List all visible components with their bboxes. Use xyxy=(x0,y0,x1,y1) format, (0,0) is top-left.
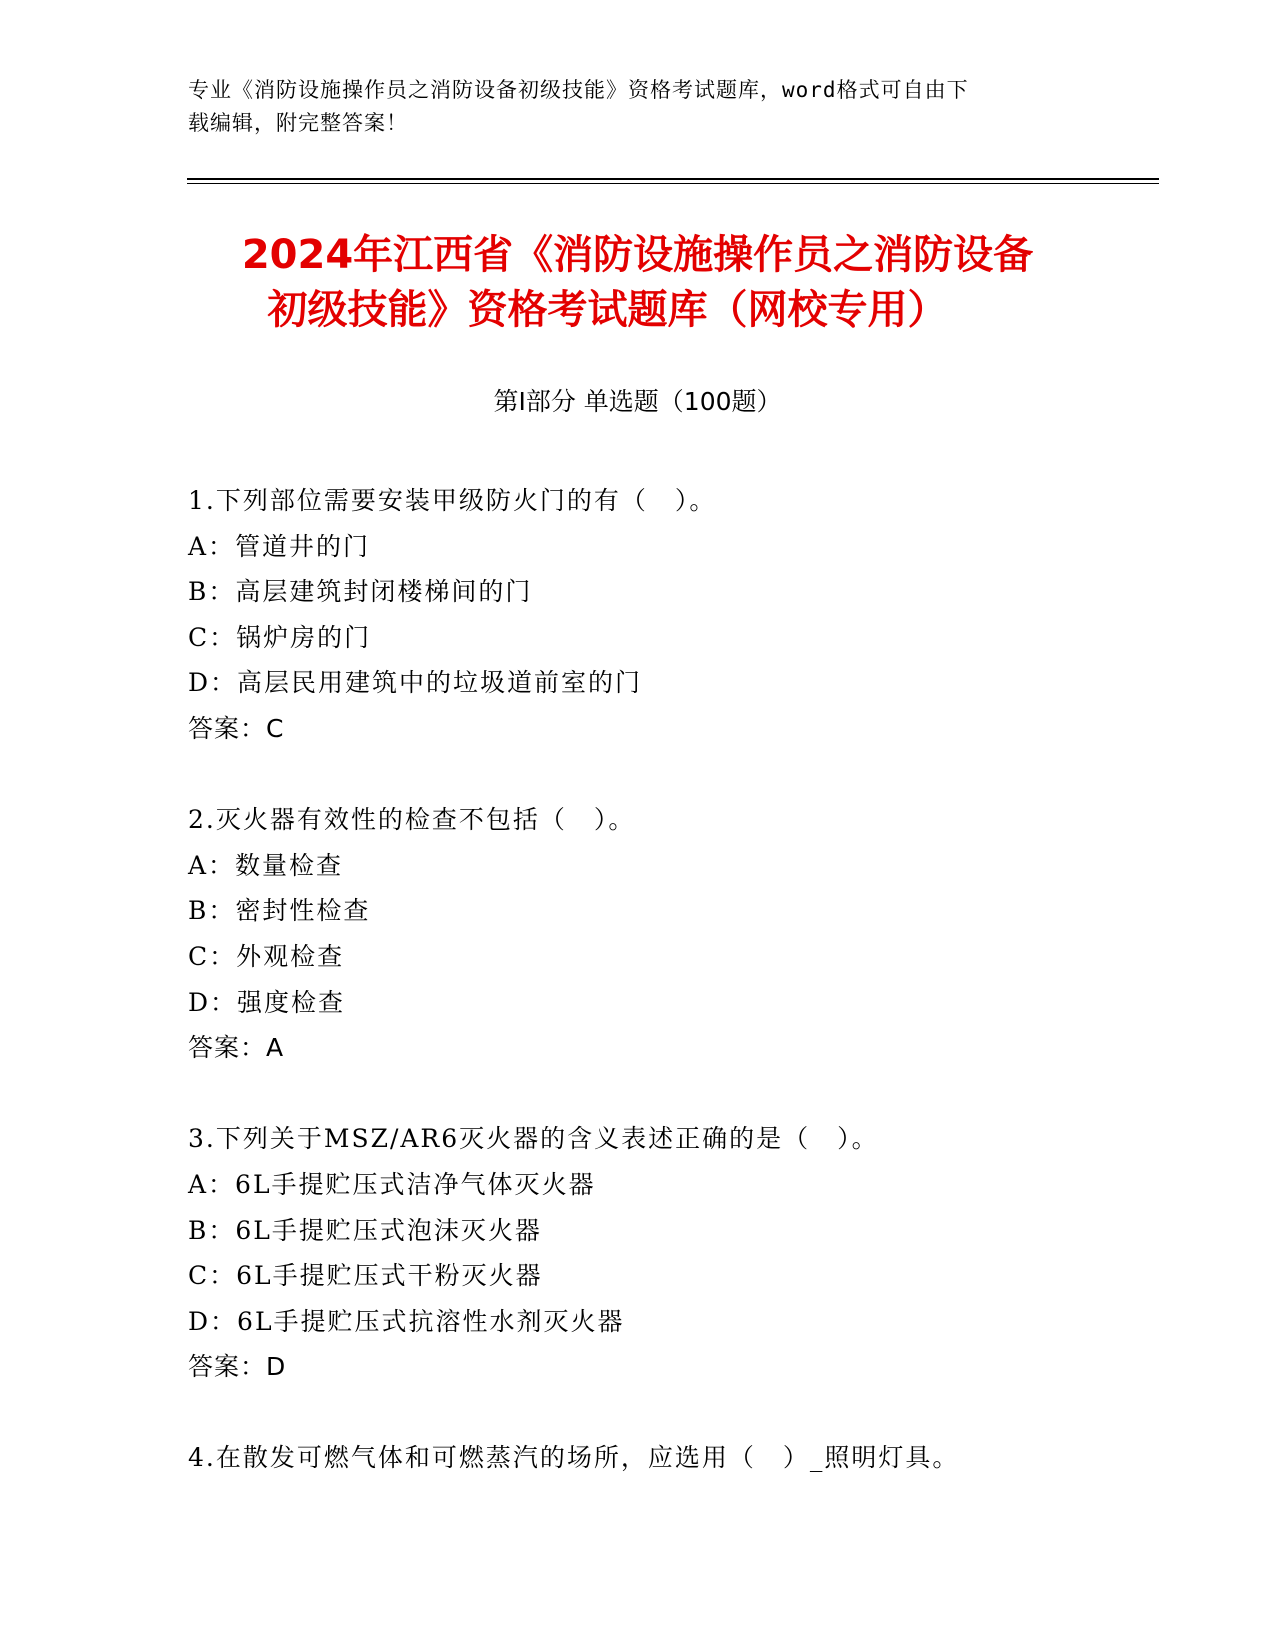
question-stem: 2.灭火器有效性的检查不包括（ ）。 xyxy=(188,805,636,835)
option-c: C：外观检查 xyxy=(188,941,345,971)
option-c: C：锅炉房的门 xyxy=(188,622,372,652)
question-stem: 3.下列关于MSZ/AR6灭火器的含义表述正确的是（ ）。 xyxy=(188,1124,879,1154)
document-title-line-2: 初级技能》资格考试题库（网校专用） xyxy=(267,287,948,333)
question-3 xyxy=(188,1116,1148,1435)
question-stem: 1.下列部位需要安装甲级防火门的有（ ）。 xyxy=(188,486,717,515)
option-a: A：数量检查 xyxy=(188,850,344,880)
option-a: A：管道井的门 xyxy=(188,531,371,561)
question-spacer xyxy=(188,752,1148,798)
option-d: D：6L手提贮压式抗溶性水剂灭火器 xyxy=(188,1306,625,1336)
header-note-line-2: 载编辑，附完整答案！ xyxy=(188,111,408,135)
option-b: B：6L手提贮压式泡沫灭火器 xyxy=(188,1215,542,1245)
option-a: A：6L手提贮压式洁净气体灭火器 xyxy=(188,1169,596,1199)
option-b: B：高层建筑封闭楼梯间的门 xyxy=(188,577,533,607)
question-4 xyxy=(188,1435,1148,1481)
question-spacer xyxy=(188,1390,1148,1436)
header-note xyxy=(188,74,1068,140)
answer: 答案：A xyxy=(188,1033,285,1063)
question-stem: 4.在散发可燃气体和可燃蒸汽的场所，应选用（ ）_照明灯具。 xyxy=(188,1443,960,1473)
answer: 答案：D xyxy=(188,1352,287,1382)
option-b: B：密封性检查 xyxy=(188,896,371,926)
document-title-line-1: 2024年江西省《消防设施操作员之消防设备 xyxy=(241,232,1034,278)
question-1 xyxy=(188,478,1148,797)
question-spacer xyxy=(188,1071,1148,1117)
answer: 答案：C xyxy=(188,713,285,743)
header-note-line-1: 专业《消防设施操作员之消防设备初级技能》资格考试题库，word格式可自由下 xyxy=(188,78,969,102)
option-d: D：强度检查 xyxy=(188,987,346,1017)
option-c: C：6L手提贮压式干粉灭火器 xyxy=(188,1261,543,1291)
question-list xyxy=(188,478,1148,1481)
header-divider-thick xyxy=(187,178,1159,180)
option-d: D：高层民用建筑中的垃圾道前室的门 xyxy=(188,668,643,698)
question-2 xyxy=(188,797,1148,1116)
section-heading: 第Ⅰ部分 单选题（100题） xyxy=(493,387,782,416)
document-title xyxy=(150,228,1125,338)
header-divider-thin xyxy=(187,183,1159,184)
